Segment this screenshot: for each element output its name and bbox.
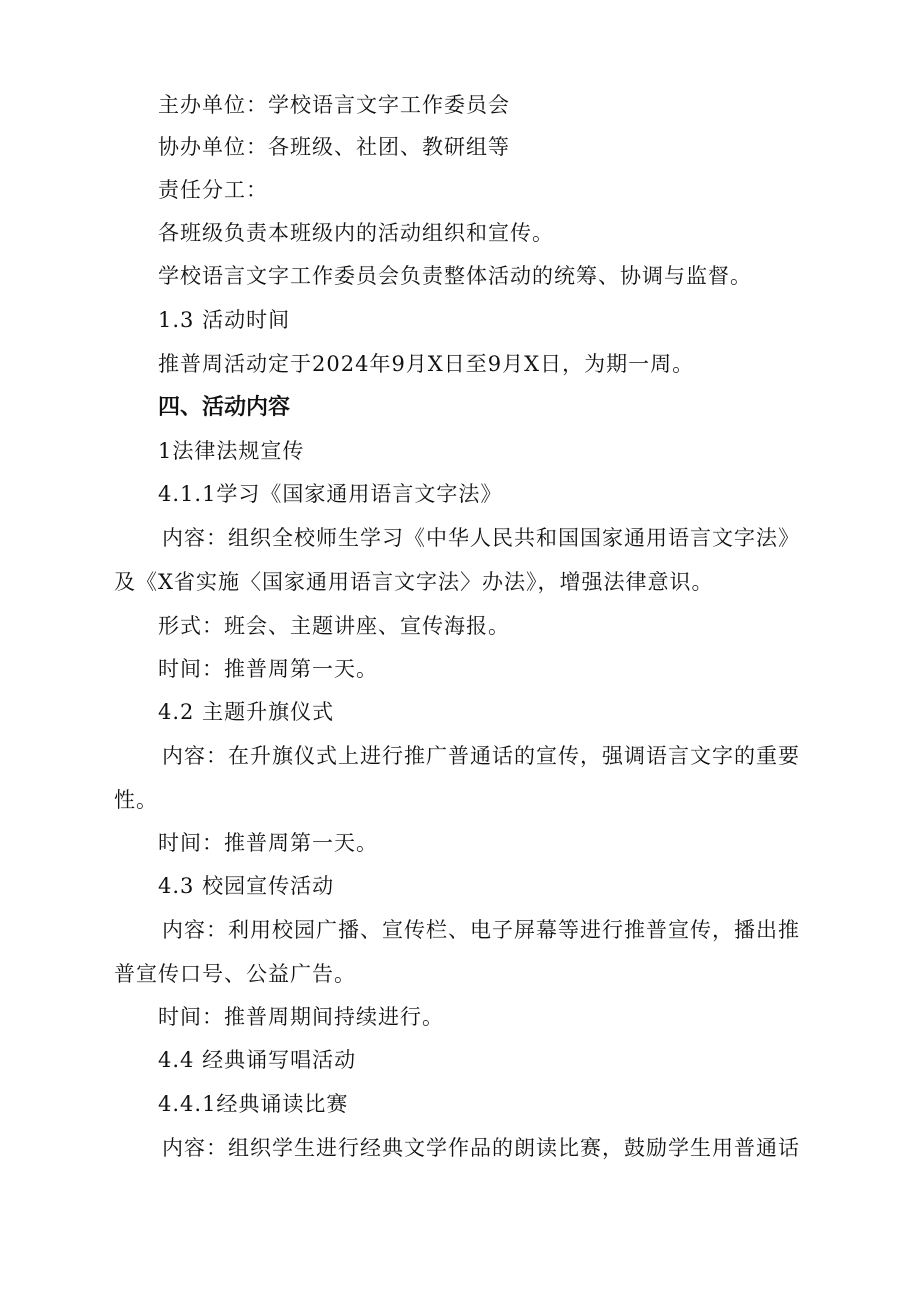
recitation-content-line-1: 内容：组织学生进行经典文学作品的朗读比赛，鼓励学生用普通话	[162, 1136, 800, 1160]
activity-time-text: 推普周活动定于2024年9月X日至9月X日，为期一周。	[158, 352, 695, 376]
flag-content-line-2: 性。	[114, 788, 158, 812]
subsection-heading-law: 1法律法规宣传	[158, 439, 305, 463]
co-organizer-line: 协办单位：各班级、社团、教研组等	[158, 135, 510, 159]
responsibility-classes: 各班级负责本班级内的活动组织和宣传。	[158, 221, 554, 245]
campus-content-line-1: 内容：利用校园广播、宣传栏、电子屏幕等进行推普宣传，播出推	[162, 918, 800, 942]
subsection-heading-4-1-1: 4.1.1学习《国家通用语言文字法》	[158, 482, 503, 506]
section-heading-4: 四、活动内容	[158, 395, 291, 420]
organizer-line: 主办单位：学校语言文字工作委员会	[158, 93, 510, 117]
law-content-line-1: 内容：组织全校师生学习《中华人民共和国国家通用语言文字法》	[162, 526, 800, 550]
flag-time-line: 时间：推普周第一天。	[158, 831, 378, 855]
law-time-line: 时间：推普周第一天。	[158, 657, 378, 681]
subsection-heading-4-3: 4.3 校园宣传活动	[158, 874, 335, 898]
subsection-heading-4-4-1: 4.4.1经典诵读比赛	[158, 1092, 349, 1116]
subsection-heading-4-4: 4.4 经典诵写唱活动	[158, 1048, 357, 1072]
flag-content-line-1: 内容：在升旗仪式上进行推广普通话的宣传，强调语言文字的重要	[162, 744, 800, 768]
subsection-heading-4-2: 4.2 主题升旗仪式	[158, 700, 335, 724]
responsibility-label: 责任分工：	[158, 178, 268, 202]
law-content-line-2: 及《X省实施〈国家通用语言文字法〉办法》，增强法律意识。	[114, 570, 714, 594]
section-heading-1-3: 1.3 活动时间	[158, 308, 291, 332]
campus-time-line: 时间：推普周期间持续进行。	[158, 1005, 444, 1029]
law-form-line: 形式：班会、主题讲座、宣传海报。	[158, 614, 510, 638]
campus-content-line-2: 普宣传口号、公益广告。	[114, 962, 356, 986]
responsibility-committee: 学校语言文字工作委员会负责整体活动的统筹、协调与监督。	[158, 264, 752, 288]
